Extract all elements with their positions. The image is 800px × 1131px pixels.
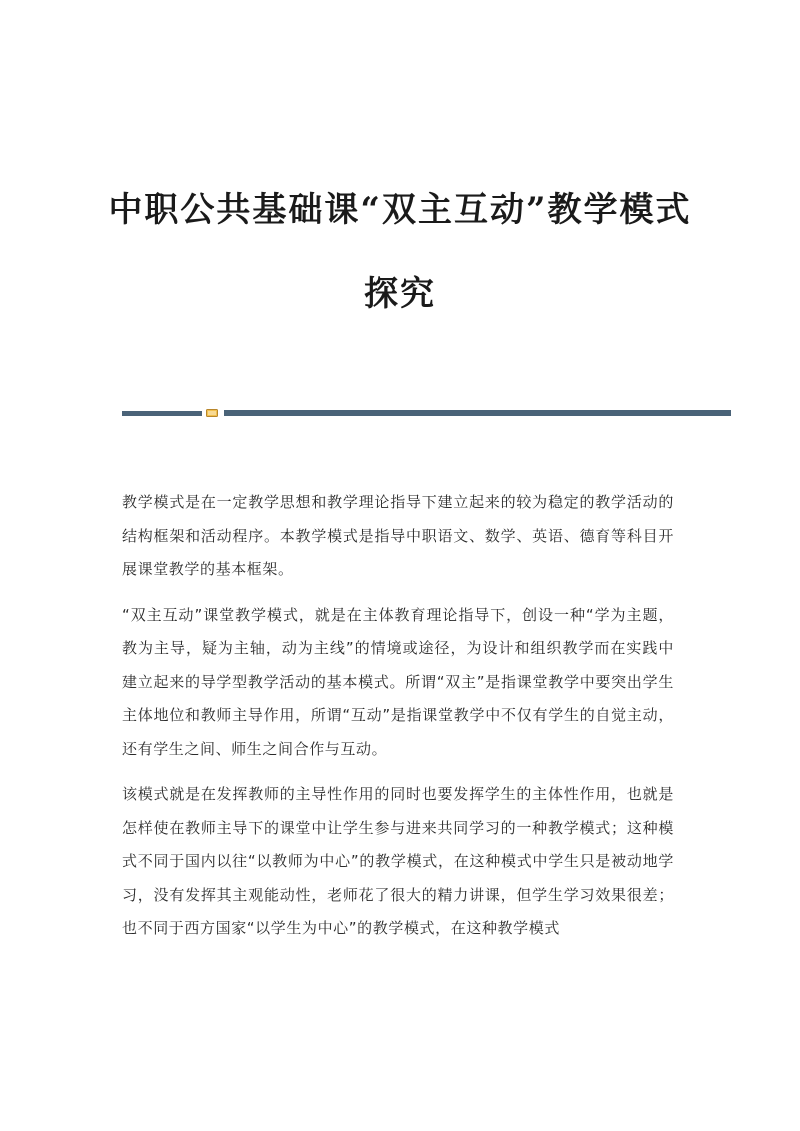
- paragraph-1: 教学模式是在一定教学思想和教学理论指导下建立起来的较为稳定的教学活动的结构框架和活动程序。本教学模式是指导中职语文、数学、英语、德育等科目开展课堂教学的基本框架。: [122, 493, 674, 578]
- book-icon: [206, 409, 218, 417]
- page-title-line1: 中职公共基础课“双主互动”教学模式: [108, 190, 692, 230]
- divider-bar-left: [122, 411, 202, 416]
- page-title-line2: 探究: [364, 274, 436, 314]
- document-body: [122, 486, 674, 958]
- paragraph-2: “双主互动”课堂教学模式，就是在主体教育理论指导下，创设一种“学为主题，教为主导，疑为主轴，动为主线”的情境或途径，为设计和组织教学而在实践中建立起来的导学型教学活动的基本模式。所谓“双主”是指课堂教学中要突出学生主体地位和教师主导作用，所谓“互动”是指课堂教学中不仅有学生的自觉主动，还有学生之间、师生之间合作与互动。: [122, 605, 674, 758]
- title-divider: [122, 409, 731, 417]
- divider-bar-right: [224, 410, 731, 416]
- paragraph-3: 该模式就是在发挥教师的主导性作用的同时也要发挥学生的主体性作用，也就是怎样使在教师主导下的课堂中让学生参与进来共同学习的一种教学模式；这种模式不同于国内以往“以教师为中心”的教学模式，在这种模式中学生只是被动地学习，没有发挥其主观能动性，老师花了很大的精力讲课，但学生学习效果很差；也不同于西方国家“以学生为中心”的教学模式，在这种教学模式: [122, 785, 674, 937]
